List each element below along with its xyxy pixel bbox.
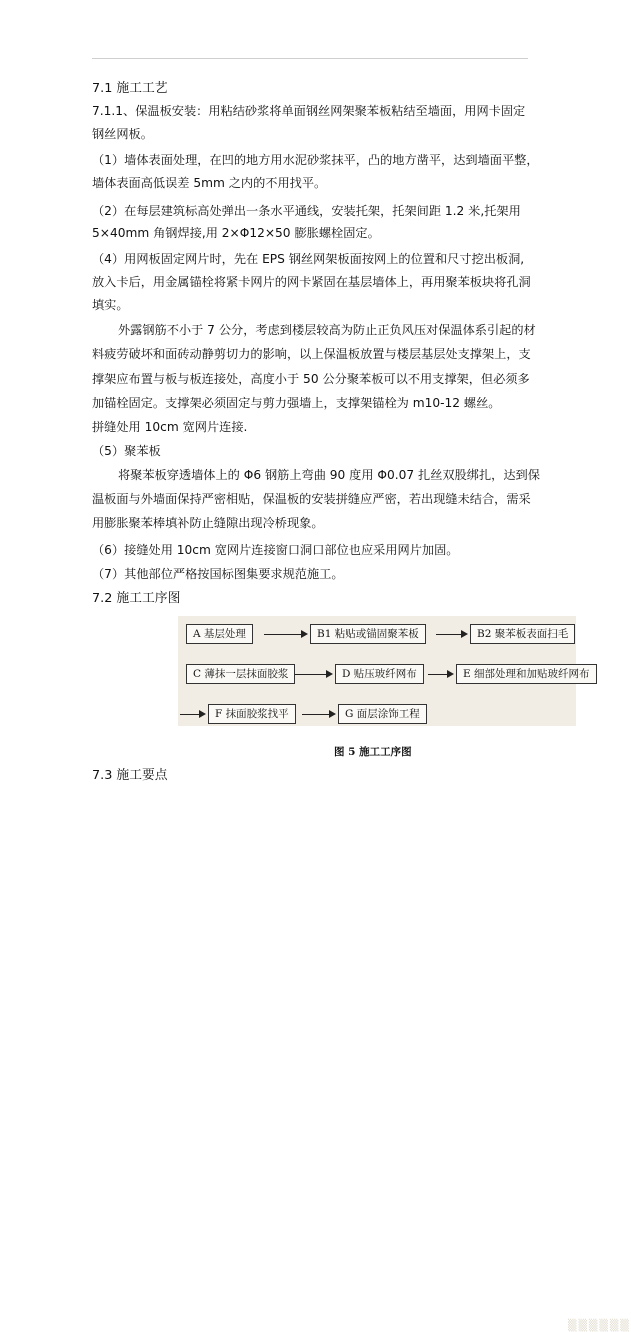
arrow-into-f <box>180 714 204 715</box>
header-rule <box>92 58 528 59</box>
para-2-line2: 5×40mm 角钢焊接,用 2×Φ12×50 膨胀螺栓固定。 <box>92 226 380 240</box>
para-711-line2: 钢丝网板。 <box>92 127 153 141</box>
para-6: （6）接缝处用 10cm 宽网片连接窗口洞口部位也应采用网片加固。 <box>92 543 459 557</box>
step-b1-box: B1 粘贴或锚固聚苯板 <box>310 624 426 644</box>
para-7: （7）其他部位严格按国标图集要求规范施工。 <box>92 567 344 581</box>
para-4-line2: 放入卡后，用金属锚栓将紧卡网片的网卡紧固在基层墙体上，再用聚苯板块将孔洞 <box>92 275 531 289</box>
arrow-a-b1 <box>264 634 306 635</box>
arrow-f-g <box>302 714 334 715</box>
arrow-d-e <box>428 674 452 675</box>
para-rebar-line1: 外露钢筋不小于 7 公分，考虑到楼层较高为防止正负风压对保温体系引起的材 <box>118 323 536 337</box>
step-f-box: F 抹面胶浆找平 <box>208 704 296 724</box>
step-e-box: E 细部处理和加贴玻纤网布 <box>456 664 597 684</box>
scan-bleed-texture: ▒▒▒▒▒▒ <box>568 1319 631 1332</box>
para-1-line2: 墙体表面高低误差 5mm 之内的不用找平。 <box>92 176 327 190</box>
para-4-line3: 填实。 <box>92 298 129 312</box>
para-4-line1: （4）用网板固定网片时，先在 EPS 钢丝网架板面按网上的位置和尺寸挖出板洞, <box>92 252 525 266</box>
para-1-line1: （1）墙体表面处理，在凹的地方用水泥砂浆抹平，凸的地方凿平，达到墙面平整， <box>92 153 539 167</box>
step-a-box: A 基层处理 <box>186 624 253 644</box>
figure-caption: 图 5 施工工序图 <box>334 746 412 758</box>
para-eps-line3: 用膨胀聚苯棒填补防止缝隙出现冷桥现象。 <box>92 516 324 530</box>
step-c-box: C 薄抹一层抹面胶浆 <box>186 664 295 684</box>
para-eps-line1: 将聚苯板穿透墙体上的 Φ6 钢筋上弯曲 90 度用 Φ0.07 扎丝双股绑扎，达到保 <box>118 468 540 482</box>
section-7-2-title: 7.2 施工工序图 <box>92 591 181 606</box>
step-b2-box: B2 聚苯板表面扫毛 <box>470 624 575 644</box>
para-seam: 拼缝处用 10cm 宽网片连接. <box>92 420 248 434</box>
step-d-box: D 贴压玻纤网布 <box>335 664 424 684</box>
para-5-heading: （5）聚苯板 <box>92 444 161 458</box>
section-7-1-title: 7.1 施工工艺 <box>92 81 168 96</box>
arrow-b1-b2 <box>436 634 466 635</box>
para-rebar-line2: 料疲劳破坏和面砖动静剪切力的影响，以上保温板放置与楼层基层处支撑架上，支 <box>92 347 531 361</box>
para-711-line1: 7.1.1、保温板安装：用粘结砂浆将单面钢丝网架聚苯板粘结至墙面，用网卡固定 <box>92 104 526 118</box>
step-g-box: G 面层涂饰工程 <box>338 704 427 724</box>
para-rebar-line4: 加锚栓固定。支撑架必须固定与剪力强墙上，支撑架锚栓为 m10-12 螺丝。 <box>92 396 501 410</box>
para-2-line1: （2）在每层建筑标高处弹出一条水平通线，安装托架，托架间距 1.2 米,托架用 <box>92 204 521 218</box>
arrow-c-d <box>295 674 331 675</box>
para-eps-line2: 温板面与外墙面保持严密相贴，保温板的安装拼缝应严密，若出现缝未结合，需采 <box>92 492 531 506</box>
section-7-3-title: 7.3 施工要点 <box>92 768 168 783</box>
para-rebar-line3: 撑架应布置与板与板连接处，高度小于 50 公分聚苯板可以不用支撑架，但必须多 <box>92 372 530 386</box>
